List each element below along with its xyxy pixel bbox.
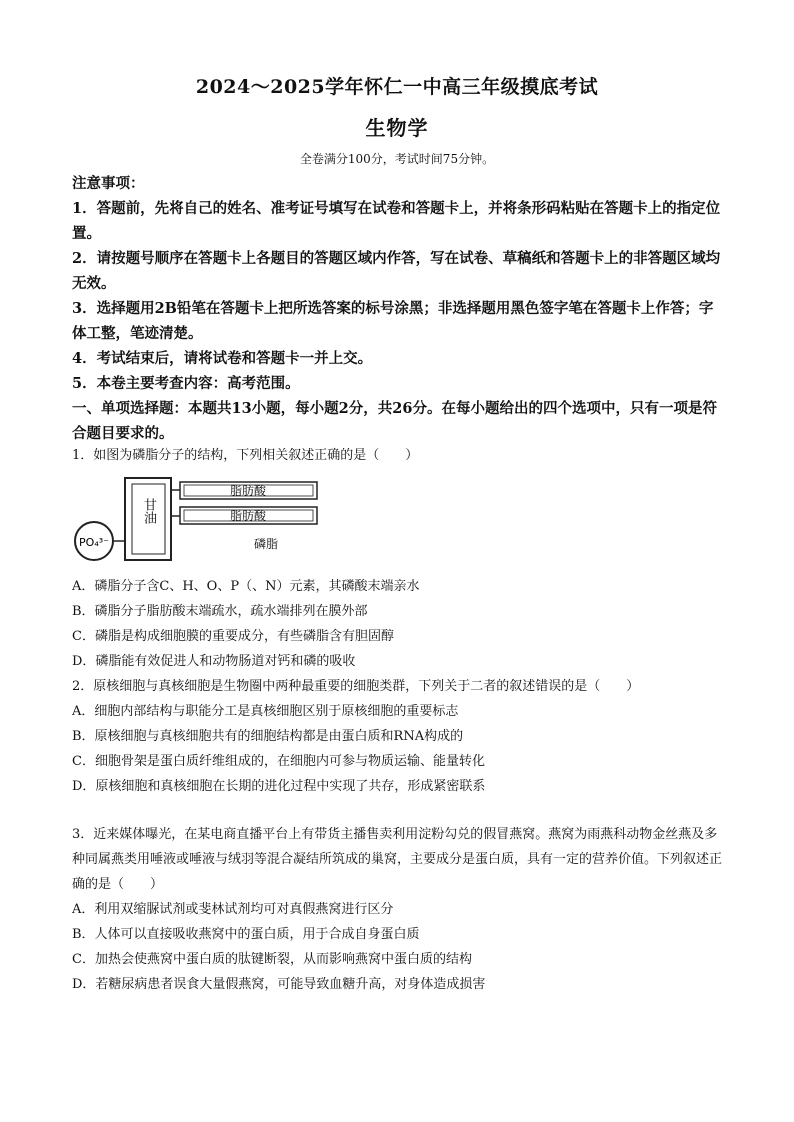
option-b: B．磷脂分子脂肪酸末端疏水，疏水端排列在膜外部 <box>72 604 368 619</box>
glycerol-label: 甘油 <box>141 498 156 524</box>
fatty-acid-label-1: 脂肪酸 <box>229 484 267 498</box>
option-a: A．磷脂分子含C、H、O、P（、N）元素，其磷酸末端亲水 <box>72 579 420 594</box>
notes-heading: 注意事项： <box>72 175 145 192</box>
option-c: C．加热会使燕窝中蛋白质的肽键断裂，从而影响燕窝中蛋白质的结构 <box>72 952 472 967</box>
phospholipid-diagram <box>72 476 332 568</box>
question-stem: 1．如图为磷脂分子的结构，下列相关叙述正确的是（ ） <box>72 448 419 463</box>
option-c: C．细胞骨架是蛋白质纤维组成的，在细胞内可参与物质运输、能量转化 <box>72 754 485 769</box>
option-d: D．磷脂能有效促进人和动物肠道对钙和磷的吸收 <box>72 654 356 669</box>
option-b: B．人体可以直接吸收燕窝中的蛋白质，用于合成自身蛋白质 <box>72 927 420 942</box>
exam-title: 2024～2025学年怀仁一中高三年级摸底考试 <box>195 76 599 98</box>
option-d: D．若糖尿病患者误食大量假燕窝，可能导致血糖升高，对身体造成损害 <box>72 977 486 992</box>
question-1-stem-block <box>72 443 724 468</box>
note-item: 4．考试结束后，请将试卷和答题卡一并上交。 <box>72 350 373 367</box>
option-d: D．原核细胞和真核细胞在长期的进化过程中实现了共存，形成紧密联系 <box>72 779 486 794</box>
figure-caption: 磷脂 <box>253 537 279 551</box>
question-2 <box>72 674 724 799</box>
exam-info: 全卷满分100分，考试时间75分钟。 <box>299 152 495 166</box>
note-item: 3．选择题用2B铅笔在答题卡上把所选答案的标号涂黑；非选择题用黑色签字笔在答题卡上作答；字体工整，笔迹清楚。 <box>72 300 714 342</box>
option-b: B．原核细胞与真核细胞共有的细胞结构都是由蛋白质和RNA构成的 <box>72 729 464 744</box>
option-c: C．磷脂是构成细胞膜的重要成分，有些磷脂含有胆固醇 <box>72 629 394 644</box>
note-item: 2．请按题号顺序在答题卡上各题目的答题区域内作答，写在试卷、草稿纸和答题卡上的非答题区域均无效。 <box>72 250 721 292</box>
question-3 <box>72 822 724 997</box>
question-stem: 3．近来媒体曝光，在某电商直播平台上有带货主播售卖利用淀粉勾兑的假冒燕窝。燕窝为雨燕科动物金丝燕及多种同属燕类用唾液或唾液与绒羽等混合凝结所筑成的巢窝，主要成分是蛋白质，具有一定的营养价值。下列叙述正确的是（ ） <box>72 827 723 892</box>
note-item: 5．本卷主要考查内容：高考范围。 <box>72 375 300 392</box>
phosphate-label: PO₄³⁻ <box>79 536 109 549</box>
section-heading: 一、单项选择题：本题共13小题，每小题2分，共26分。在每小题给出的四个选项中，只有一项是符合题目要求的。 <box>72 400 717 442</box>
question-stem: 2．原核细胞与真核细胞是生物圈中两种最重要的细胞类群，下列关于二者的叙述错误的是（ ） <box>72 679 640 694</box>
option-a: A．利用双缩脲试剂或斐林试剂均可对真假燕窝进行区分 <box>72 902 394 917</box>
question-1-options <box>72 574 724 674</box>
option-a: A．细胞内部结构与职能分工是真核细胞区别于原核细胞的重要标志 <box>72 704 459 719</box>
note-item: 1．答题前，先将自己的姓名、准考证号填写在试卷和答题卡上，并将条形码粘贴在答题卡上的指定位置。 <box>72 200 721 242</box>
subject-title: 生物学 <box>365 116 429 140</box>
notes-section <box>72 171 724 446</box>
fatty-acid-label-2: 脂肪酸 <box>229 509 267 523</box>
